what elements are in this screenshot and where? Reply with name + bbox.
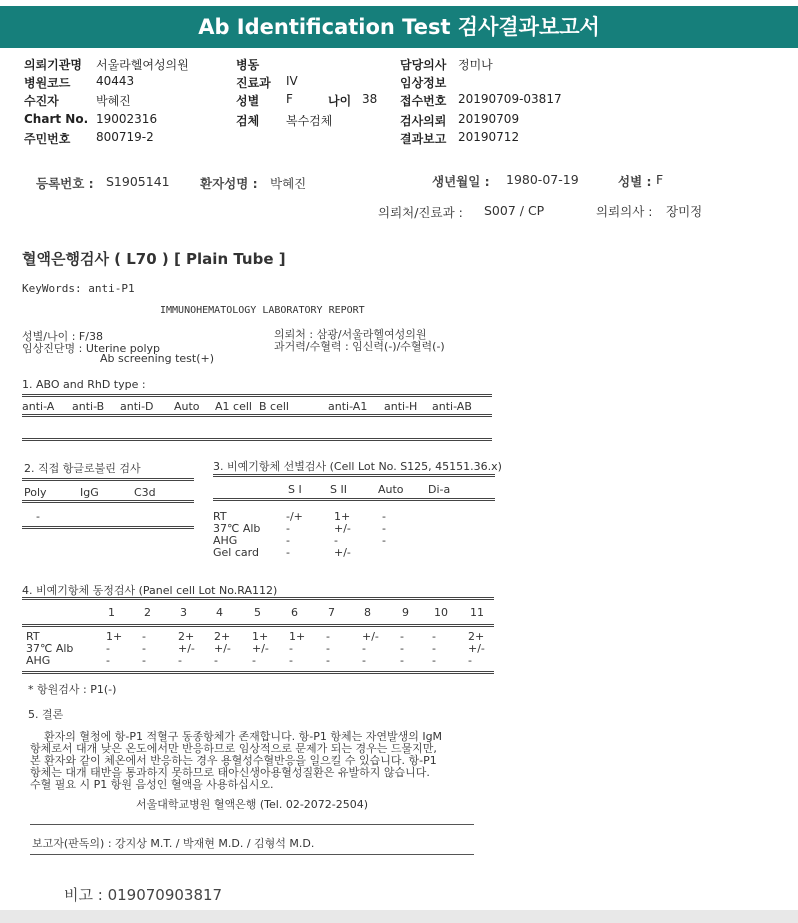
divider — [22, 414, 492, 417]
remark: 비고 : 019070903817 — [64, 886, 223, 904]
section-title: 혈액은행검사 ( L70 ) [ Plain Tube ] — [22, 250, 286, 268]
info-value: 40443 — [96, 74, 135, 88]
referral: 의뢰처 : 삼광/서울라헬여성의원 — [274, 328, 427, 341]
divider — [22, 624, 494, 627]
screening-column-header: S II — [330, 483, 347, 496]
divider — [22, 438, 492, 441]
panel-cell: - — [214, 654, 218, 667]
info-label: 담당의사 — [400, 58, 447, 72]
info-label: 진료과 — [236, 76, 271, 90]
panel-cell: - — [362, 654, 366, 667]
divider — [213, 498, 495, 501]
panel-cell-number: 5 — [254, 606, 261, 619]
panel-title: 4. 비예기항체 동정검사 (Panel cell Lot No.RA112) — [22, 584, 278, 597]
info-label: 의뢰기관명 — [24, 58, 82, 72]
panel-cell: - — [432, 642, 436, 655]
patient-name-value: 박혜진 — [270, 176, 307, 191]
divider — [30, 824, 474, 825]
reporter: 보고자(판독의) : 강지상 M.T. / 박재현 M.D. / 김형석 M.D. — [32, 837, 315, 850]
divider — [22, 500, 194, 503]
screening-cell: 1+ — [334, 510, 351, 523]
panel-cell: - — [289, 654, 293, 667]
info-value: 20190712 — [458, 130, 520, 144]
screening-row-label: RT — [213, 510, 227, 523]
sex-age: 성별/나이 : F/38 — [22, 330, 103, 343]
dept-label: 의뢰처/진료과 : — [378, 205, 463, 220]
panel-cell-number: 1 — [108, 606, 115, 619]
doctor-label: 의뢰의사 : — [596, 204, 653, 219]
info-value: F — [286, 92, 293, 106]
patient-name-label: 환자성명 : — [200, 176, 258, 191]
panel-cell: - — [400, 642, 404, 655]
panel-cell: - — [142, 642, 146, 655]
screening-cell: +/- — [334, 546, 351, 559]
info-value: 복수검체 — [286, 114, 333, 128]
info-value: 서울라헬여성의원 — [96, 58, 189, 72]
info-label: 주민번호 — [24, 132, 71, 146]
info-label: 임상정보 — [400, 76, 447, 90]
diagnosis-2: Ab screening test(+) — [100, 352, 215, 365]
panel-row-label: RT — [26, 630, 40, 643]
conclusion-title: 5. 결론 — [28, 708, 64, 721]
screening-cell: - — [382, 522, 386, 535]
antigen-test: * 항원검사 : P1(-) — [28, 683, 117, 696]
panel-cell: 1+ — [289, 630, 306, 643]
panel-cell: - — [362, 642, 366, 655]
panel-cell: +/- — [468, 642, 485, 655]
conclusion-line: 항체로서 대개 낮은 온도에서만 반응하므로 임상적으로 문제가 되는 경우는 드물지만, — [30, 742, 437, 755]
abo-column-header: anti-H — [384, 400, 418, 413]
panel-cell: - — [326, 630, 330, 643]
screening-cell: - — [382, 534, 386, 547]
panel-cell: - — [142, 654, 146, 667]
divider — [22, 597, 494, 600]
blood-bank-contact: 서울대학교병원 혈액은행 (Tel. 02-2072-2504) — [136, 798, 369, 811]
panel-cell-number: 8 — [364, 606, 371, 619]
abo-column-header: A1 cell — [215, 400, 252, 413]
panel-cell: 1+ — [252, 630, 269, 643]
info-value: 20190709 — [458, 112, 520, 126]
info-value: 19002316 — [96, 112, 158, 126]
dat-column-header: IgG — [80, 486, 99, 499]
divider — [30, 854, 474, 855]
info-value: IV — [286, 74, 298, 88]
abo-column-header: B cell — [259, 400, 289, 413]
scanned-report — [0, 168, 798, 910]
dat-column-header: Poly — [24, 486, 47, 499]
patient-info-panel — [0, 48, 798, 169]
panel-cell: - — [432, 630, 436, 643]
panel-cell: - — [432, 654, 436, 667]
info-label: 성별 — [236, 94, 260, 108]
info-label: Chart No. — [24, 112, 89, 126]
panel-cell-number: 2 — [144, 606, 151, 619]
dob-value: 1980-07-19 — [506, 172, 579, 187]
divider — [213, 474, 495, 477]
age-label: 나이 — [328, 94, 352, 108]
dob-label: 생년월일 : — [432, 174, 490, 189]
screening-cell: -/+ — [286, 510, 303, 523]
panel-cell: - — [326, 642, 330, 655]
report-title: Ab Identification Test 검사결과보고서 — [0, 6, 798, 48]
abo-column-header: anti-A — [22, 400, 55, 413]
panel-cell-number: 6 — [291, 606, 298, 619]
screening-row-label: AHG — [213, 534, 238, 547]
diagnosis-1: 임상진단명 : Uterine polyp — [22, 342, 161, 355]
panel-cell-number: 4 — [216, 606, 223, 619]
panel-cell: - — [400, 654, 404, 667]
info-value: 20190709-03817 — [458, 92, 562, 106]
panel-cell-number: 10 — [434, 606, 448, 619]
keywords: KeyWords: anti-P1 — [22, 282, 135, 295]
panel-cell: 2+ — [468, 630, 485, 643]
page-footer-strip — [0, 910, 798, 923]
reg-value: S1905141 — [106, 174, 170, 189]
abo-column-header: anti-AB — [432, 400, 472, 413]
info-label: 검체 — [236, 114, 260, 128]
screening-row-label: Gel card — [213, 546, 259, 559]
conclusion-line: 본 환자와 같이 체온에서 반응하는 경우 용혈성수혈반응을 일으킬 수 있습니다. 항-P1 — [30, 754, 437, 767]
screening-cell: - — [286, 534, 290, 547]
dat-value: - — [36, 510, 40, 523]
panel-cell: - — [400, 630, 404, 643]
panel-cell: - — [289, 642, 293, 655]
lab-report-title: IMMUNOHEMATOLOGY LABORATORY REPORT — [160, 305, 365, 316]
screening-cell: - — [334, 534, 338, 547]
panel-cell-number: 11 — [470, 606, 484, 619]
divider — [22, 526, 194, 529]
panel-cell: - — [106, 642, 110, 655]
panel-cell: +/- — [252, 642, 269, 655]
panel-cell: 1+ — [106, 630, 123, 643]
conclusion-line: 수혈 필요 시 P1 항원 음성인 혈액을 사용하십시오. — [30, 778, 274, 791]
conclusion-line: 항체는 대개 태반을 통과하지 못하므로 태아신생아용혈성질환은 유발하지 않습니다. — [30, 766, 430, 779]
info-value: 800719-2 — [96, 130, 154, 144]
panel-cell: - — [178, 654, 182, 667]
transfusion-history: 과거력/수혈력 : 임신력(-)/수혈력(-) — [274, 340, 445, 353]
panel-cell-number: 9 — [402, 606, 409, 619]
divider — [22, 394, 492, 397]
panel-cell-number: 3 — [180, 606, 187, 619]
info-label: 수진자 — [24, 94, 59, 108]
abo-column-header: anti-B — [72, 400, 105, 413]
divider — [22, 671, 494, 674]
info-label: 병동 — [236, 58, 260, 72]
panel-cell-number: 7 — [328, 606, 335, 619]
info-label: 접수번호 — [400, 94, 447, 108]
panel-row-label: AHG — [26, 654, 51, 667]
reg-label: 등록번호 : — [36, 176, 94, 191]
age-value: 38 — [362, 92, 378, 106]
abo-column-header: anti-A1 — [328, 400, 368, 413]
panel-cell: - — [252, 654, 256, 667]
info-label: 병원코드 — [24, 76, 71, 90]
screening-column-header: Auto — [378, 483, 404, 496]
screening-column-header: Di-a — [428, 483, 451, 496]
screening-row-label: 37℃ Alb — [213, 522, 261, 535]
panel-cell: +/- — [362, 630, 379, 643]
info-value: 정미나 — [458, 58, 493, 72]
info-label: 결과보고 — [400, 132, 447, 146]
abo-column-header: Auto — [174, 400, 200, 413]
panel-cell: - — [468, 654, 472, 667]
panel-cell: +/- — [214, 642, 231, 655]
panel-cell: 2+ — [214, 630, 231, 643]
dat-column-header: C3d — [134, 486, 156, 499]
doctor-value: 장미정 — [666, 204, 703, 219]
sex-label: 성별 : — [618, 174, 652, 189]
info-label: 검사의뢰 — [400, 114, 447, 128]
panel-row-label: 37℃ Alb — [26, 642, 74, 655]
panel-cell: - — [142, 630, 146, 643]
info-value: 박혜진 — [96, 94, 131, 108]
abo-column-header: anti-D — [120, 400, 154, 413]
panel-cell: - — [326, 654, 330, 667]
report-header — [0, 0, 798, 50]
sex-value: F — [656, 172, 664, 187]
dept-value: S007 / CP — [484, 203, 545, 218]
screening-column-header: S I — [288, 483, 302, 496]
abo-title: 1. ABO and RhD type : — [22, 378, 146, 391]
divider — [22, 478, 194, 481]
panel-cell: 2+ — [178, 630, 195, 643]
screening-title: 3. 비예기항체 선별검사 (Cell Lot No. S125, 45151.36.x) — [213, 460, 502, 473]
screening-cell: - — [382, 510, 386, 523]
screening-cell: - — [286, 522, 290, 535]
screening-cell: +/- — [334, 522, 351, 535]
screening-cell: - — [286, 546, 290, 559]
conclusion-line: 환자의 혈청에 항-P1 적혈구 동종항체가 존재합니다. 항-P1 항체는 자연발생의 IgM — [44, 730, 443, 743]
panel-cell: - — [106, 654, 110, 667]
dat-title: 2. 직접 항글로불린 검사 — [24, 462, 141, 475]
panel-cell: +/- — [178, 642, 195, 655]
